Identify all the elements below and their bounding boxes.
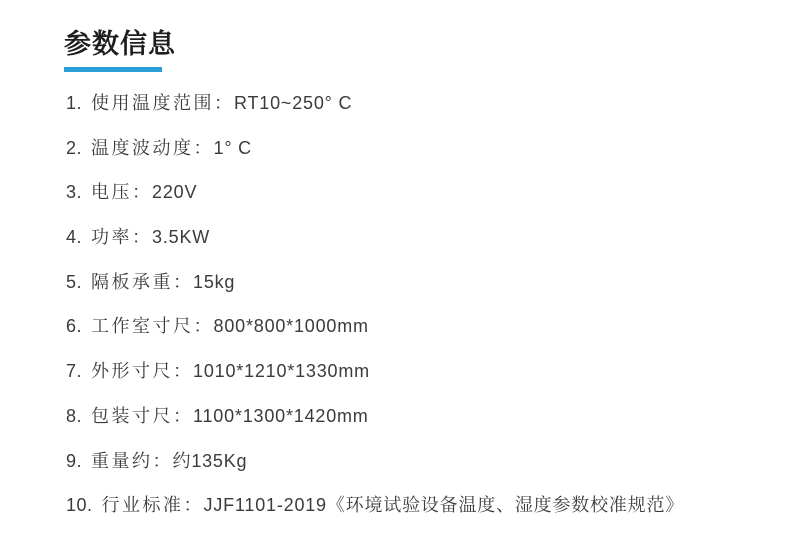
- item-value: JJF1101-2019《环境试验设备温度、湿度参数校准规范》: [203, 495, 685, 516]
- item-number: 2.: [66, 137, 83, 158]
- list-item: [66, 304, 684, 349]
- item-number: 3.: [66, 182, 83, 203]
- title-underline: [64, 67, 162, 72]
- item-colon: ：: [183, 495, 202, 516]
- list-item: [66, 260, 684, 305]
- list-item: [66, 170, 684, 215]
- item-value: 1010*1210*1330mm: [193, 361, 370, 382]
- item-value: 220V: [152, 182, 198, 203]
- parameter-list: [66, 81, 684, 528]
- list-item: [66, 215, 684, 260]
- item-number: 1.: [66, 93, 83, 113]
- item-colon: ：: [173, 361, 192, 382]
- item-colon: ：: [173, 271, 192, 292]
- item-number: 10.: [66, 495, 93, 516]
- list-item: [66, 394, 684, 439]
- item-value: 1° C: [213, 137, 252, 158]
- item-colon: ：: [173, 405, 192, 426]
- list-item: [66, 81, 684, 126]
- item-colon: ：: [152, 450, 171, 471]
- item-value: RT10~250° C: [234, 93, 353, 113]
- item-label: 隔板承重: [91, 271, 174, 292]
- item-value: 15kg: [193, 271, 236, 292]
- item-colon: ：: [193, 137, 212, 158]
- item-label: 包装寸尺: [91, 405, 174, 426]
- item-label: 行业标准: [101, 495, 184, 516]
- item-number: 9.: [66, 450, 83, 471]
- item-number: 8.: [66, 405, 83, 426]
- item-colon: ：: [193, 316, 212, 337]
- list-item: [66, 349, 684, 394]
- list-item: [66, 126, 684, 171]
- item-number: 7.: [66, 361, 83, 382]
- item-label: 功率: [91, 227, 133, 248]
- item-label: 温度波动度: [91, 137, 194, 158]
- item-value: 800*800*1000mm: [213, 316, 369, 337]
- item-label: 工作室寸尺: [91, 316, 194, 337]
- list-item: [66, 483, 684, 528]
- page-title: 参数信息: [64, 29, 176, 59]
- item-number: 6.: [66, 316, 83, 337]
- item-label: 重量约: [91, 450, 153, 471]
- item-value: 3.5KW: [152, 227, 211, 248]
- item-number: 5.: [66, 271, 83, 292]
- item-number: 4.: [66, 227, 83, 248]
- item-label: 电压: [91, 182, 133, 203]
- list-item: [66, 439, 684, 484]
- item-colon: ：: [132, 227, 151, 248]
- item-label: 使用温度范围: [91, 93, 215, 113]
- item-value: 约135Kg: [172, 450, 248, 471]
- item-colon: ：: [214, 93, 233, 113]
- item-colon: ：: [132, 182, 151, 203]
- item-value: 1100*1300*1420mm: [193, 405, 369, 426]
- item-label: 外形寸尺: [91, 361, 174, 382]
